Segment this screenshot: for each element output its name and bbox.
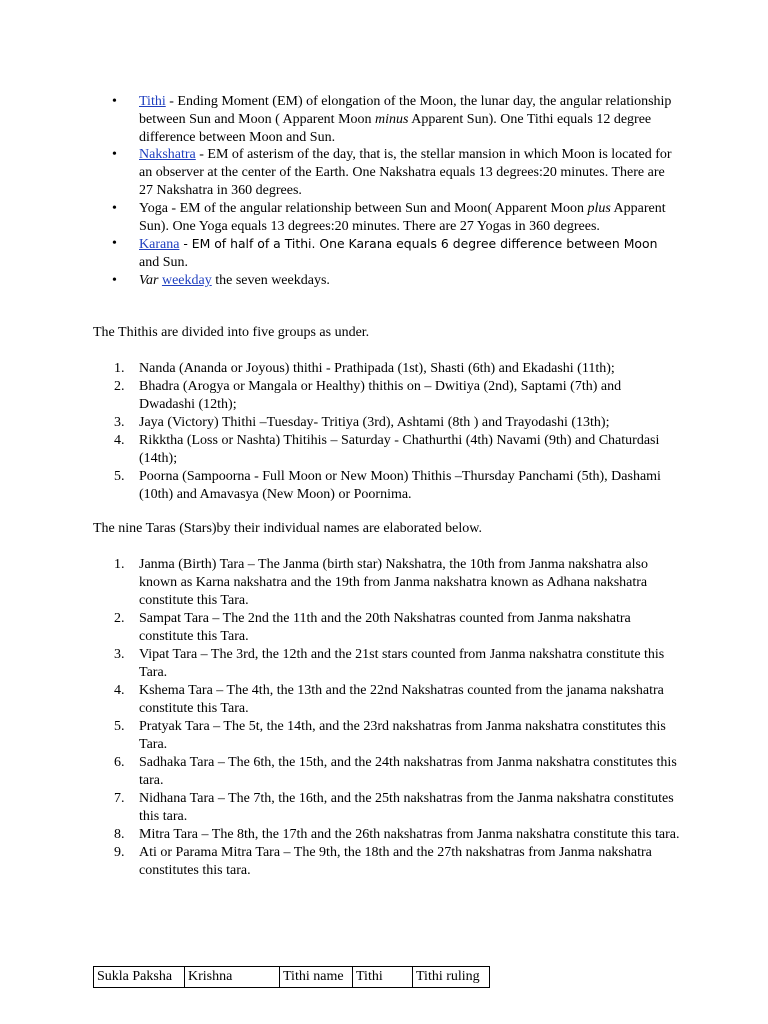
list-item	[110, 360, 680, 378]
thithi-groups-list	[110, 360, 680, 504]
list-item	[110, 556, 680, 610]
bullet-icon: •	[112, 94, 117, 109]
list-item	[110, 414, 680, 432]
item-text: Nanda (Ananda or Joyous) thithi - Prathipada (1st), Shasti (6th) and Ekadashi (11th);	[139, 361, 615, 376]
item-number: 9.	[114, 845, 125, 860]
item-text: Janma (Birth) Tara – The Janma (birth star) Nakshatra, the 10th from Janma nakshatra also known as Karna nakshatra and the 19th from Janma nakshatra known as Adhana nakshatra constitute this Tara.	[139, 557, 648, 608]
tithi-description: - Ending Moment (EM) of elongation of the Moon, the lunar day, the angular relationship between Sun and Moon ( Apparent Moon	[139, 94, 672, 127]
item-number: 6.	[114, 755, 125, 770]
thithi-intro-paragraph: The Thithis are divided into five groups as under.	[93, 325, 370, 340]
plus-emphasis: plus	[587, 200, 611, 216]
bullet-icon: •	[112, 200, 117, 216]
item-number: 2.	[114, 611, 125, 626]
item-number: 4.	[114, 433, 125, 448]
panchang-elements-list	[110, 93, 680, 290]
list-item	[110, 754, 680, 790]
item-text: Nidhana Tara – The 7th, the 16th, and the 25th nakshatras from the Janma nakshatra constitutes this tara.	[139, 791, 674, 824]
var-term: Var	[139, 272, 159, 288]
item-number: 7.	[114, 791, 125, 806]
minus-emphasis: minus	[375, 111, 409, 127]
item-text: Bhadra (Arogya or Mangala or Healthy) thithis on – Dwitiya (2nd), Saptami (7th) and Dwadashi (12th);	[139, 379, 622, 412]
item-text: Pratyak Tara – The 5t, the 14th, and the 23rd nakshatras from Janma nakshatra constitutes this Tara.	[139, 719, 666, 752]
column-header-krishna: Krishna	[185, 967, 280, 988]
list-item-nakshatra	[110, 146, 680, 199]
bullet-icon: •	[112, 236, 117, 252]
karana-link[interactable]: Karana	[139, 237, 180, 253]
list-item-var	[110, 272, 680, 290]
item-number: 4.	[114, 683, 125, 698]
tithi-link[interactable]: Tithi	[139, 94, 166, 109]
bullet-icon: •	[112, 147, 117, 163]
item-text: Rikktha (Loss or Nashta) Thitihis – Saturday - Chathurthi (4th) Navami (9th) and Chaturdasi (14th);	[139, 433, 660, 466]
table-header-row	[94, 967, 490, 988]
item-text: Poorna (Sampoorna - Full Moon or New Moon) Thithis –Thursday Panchami (5th), Dashami (10th) and Amavasya (New Moon) or Poornima.	[139, 469, 661, 502]
list-item	[110, 790, 680, 826]
tithi-description-cont: Apparent Sun). One Tithi equals 12 degree difference between Moon and Sun.	[139, 111, 652, 145]
list-item-karana	[110, 235, 680, 272]
item-number: 1.	[114, 557, 125, 572]
column-header-tithi: Tithi	[353, 967, 413, 988]
item-number: 3.	[114, 647, 125, 662]
item-text: Sampat Tara – The 2nd the 11th and the 20th Nakshatras counted from Janma nakshatra constitute this Tara.	[139, 611, 631, 644]
list-item	[110, 378, 680, 414]
tithi-table	[93, 966, 490, 988]
column-header-sukla-paksha: Sukla Paksha	[94, 967, 185, 988]
list-item	[110, 432, 680, 468]
column-header-tithi-name: Tithi name	[280, 967, 353, 988]
list-item	[110, 646, 680, 682]
item-number: 3.	[114, 415, 125, 430]
item-text: Sadhaka Tara – The 6th, the 15th, and the 24th nakshatras from Janma nakshatra constitutes this tara.	[139, 755, 677, 788]
var-description: the seven weekdays.	[211, 272, 330, 288]
column-header-tithi-ruling: Tithi ruling	[413, 967, 490, 988]
nakshatra-link[interactable]: Nakshatra	[139, 147, 196, 163]
item-text: Vipat Tara – The 3rd, the 12th and the 21st stars counted from Janma nakshatra constitute this Tara.	[139, 647, 665, 680]
item-number: 1.	[114, 361, 125, 376]
yoga-description: Yoga - EM of the angular relationship between Sun and Moon( Apparent Moon	[139, 200, 588, 216]
taras-intro-paragraph: The nine Taras (Stars)by their individual names are elaborated below.	[93, 521, 482, 536]
karana-description-cont: and Sun.	[139, 255, 188, 271]
item-text: Mitra Tara – The 8th, the 17th and the 26th nakshatras from Janma nakshatra constitute this tara.	[139, 827, 680, 842]
weekday-link[interactable]: weekday	[161, 272, 212, 288]
list-item	[110, 826, 680, 844]
item-text: Jaya (Victory) Thithi –Tuesday- Tritiya (3rd), Ashtami (8th ) and Trayodashi (13th);	[139, 415, 610, 430]
list-item	[110, 844, 680, 880]
item-text: Kshema Tara – The 4th, the 13th and the 22nd Nakshatras counted from the janama nakshatra constitute this Tara.	[139, 683, 664, 716]
list-item-tithi	[110, 93, 680, 146]
item-number: 8.	[114, 827, 125, 842]
list-item-yoga	[110, 200, 680, 236]
bullet-icon: •	[112, 272, 117, 288]
list-item	[110, 718, 680, 754]
yoga-description-cont: Apparent Sun). One Yoga equals 13 degrees:20 minutes. There are 27 Yogas in 360 degrees.	[139, 200, 666, 234]
list-item	[110, 610, 680, 646]
item-number: 2.	[114, 379, 125, 394]
karana-description: - EM of half of a Tithi. One Karana equals 6 degree difference between Moon	[179, 236, 658, 252]
item-number: 5.	[114, 469, 125, 484]
list-item	[110, 682, 680, 718]
item-number: 5.	[114, 719, 125, 734]
item-text: Ati or Parama Mitra Tara – The 9th, the 18th and the 27th nakshatras from Janma nakshatra constitutes this tara.	[139, 845, 652, 878]
taras-list	[110, 556, 680, 880]
nakshatra-description: - EM of asterism of the day, that is, the stellar mansion in which Moon is located for an observer at the center of the Earth. One Nakshatra equals 13 degrees:20 minutes. There are 27 Nakshatra in 360 degrees.	[139, 147, 672, 198]
list-item	[110, 468, 680, 504]
